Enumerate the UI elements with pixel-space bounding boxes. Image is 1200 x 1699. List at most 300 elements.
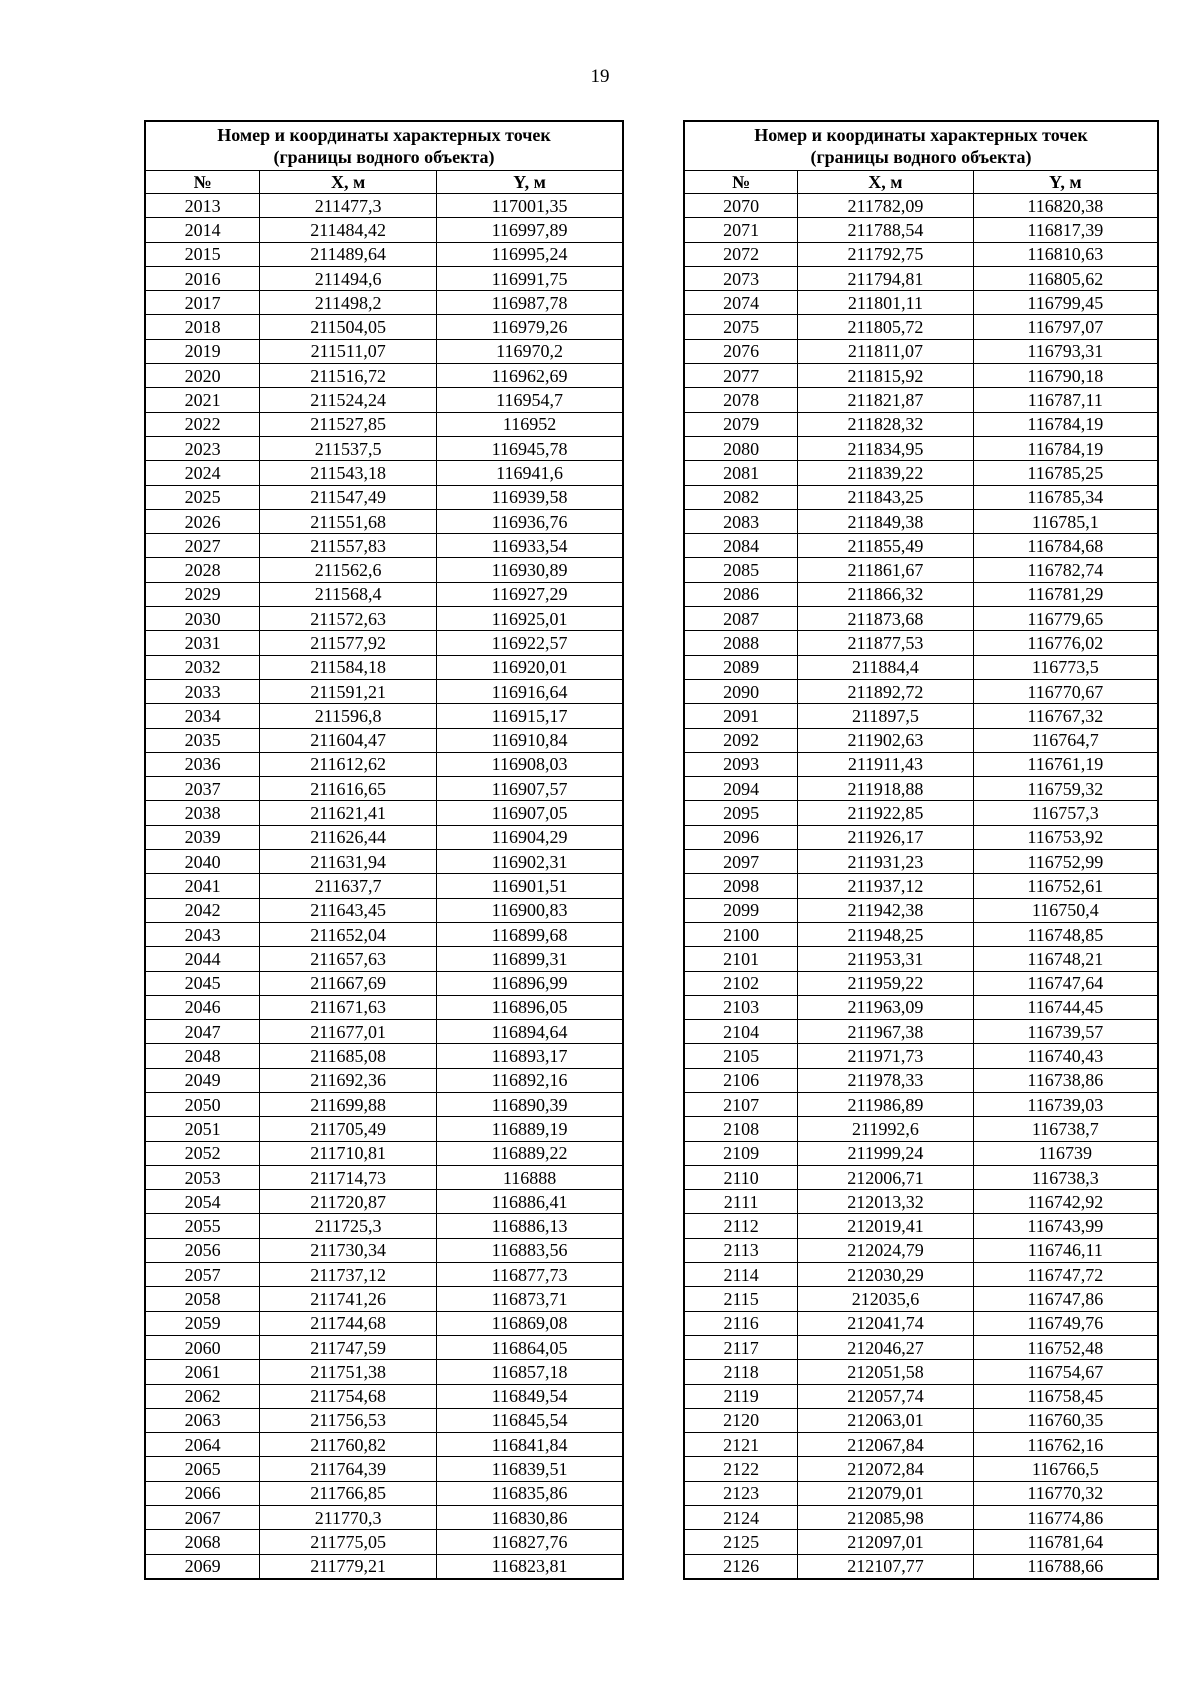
- cell-number: 2113: [684, 1238, 798, 1262]
- table-row: [145, 412, 623, 436]
- cell-x: 211959,22: [798, 971, 973, 995]
- table-row: [684, 1335, 1158, 1359]
- table-row: [145, 1311, 623, 1335]
- cell-x: 211839,22: [798, 461, 973, 485]
- cell-y: 116893,17: [437, 1044, 623, 1068]
- table-row: [145, 1384, 623, 1408]
- cell-number: 2079: [684, 412, 798, 436]
- table-row: [145, 1433, 623, 1457]
- cell-x: 212006,71: [798, 1165, 973, 1189]
- cell-number: 2125: [684, 1530, 798, 1554]
- cell-number: 2111: [684, 1190, 798, 1214]
- cell-x: 212024,79: [798, 1238, 973, 1262]
- cell-x: 211843,25: [798, 485, 973, 509]
- table-row: [684, 874, 1158, 898]
- cell-y: 116757,3: [973, 801, 1158, 825]
- table-row: [145, 777, 623, 801]
- cell-number: 2052: [145, 1141, 260, 1165]
- table-row: [145, 1287, 623, 1311]
- cell-y: 116820,38: [973, 194, 1158, 218]
- cell-x: 211967,38: [798, 1020, 973, 1044]
- cell-number: 2021: [145, 388, 260, 412]
- cell-y: 116869,08: [437, 1311, 623, 1335]
- cell-number: 2058: [145, 1287, 260, 1311]
- cell-number: 2053: [145, 1165, 260, 1189]
- cell-x: 211725,3: [260, 1214, 437, 1238]
- cell-x: 211741,26: [260, 1287, 437, 1311]
- table-subtitle: (границы водного объекта): [273, 147, 495, 167]
- cell-y: 116782,74: [973, 558, 1158, 582]
- cell-number: 2049: [145, 1068, 260, 1092]
- table-row: [145, 1554, 623, 1579]
- cell-y: 116920,01: [437, 655, 623, 679]
- cell-number: 2067: [145, 1506, 260, 1530]
- cell-y: 116888: [437, 1165, 623, 1189]
- cell-y: 116774,86: [973, 1506, 1158, 1530]
- table-row: [684, 1311, 1158, 1335]
- table-row: [145, 971, 623, 995]
- table-row: [684, 1384, 1158, 1408]
- table-row: [684, 631, 1158, 655]
- cell-number: 2013: [145, 194, 260, 218]
- cell-y: 116739,57: [973, 1020, 1158, 1044]
- cell-number: 2070: [684, 194, 798, 218]
- cell-y: 116901,51: [437, 874, 623, 898]
- cell-y: 116941,6: [437, 461, 623, 485]
- cell-y: 116922,57: [437, 631, 623, 655]
- table-row: [684, 801, 1158, 825]
- cell-x: 211918,88: [798, 777, 973, 801]
- table-row: [145, 388, 623, 412]
- cell-number: 2072: [684, 242, 798, 266]
- cell-y: 116817,39: [973, 218, 1158, 242]
- cell-number: 2123: [684, 1481, 798, 1505]
- cell-y: 116761,19: [973, 752, 1158, 776]
- cell-x: 211604,47: [260, 728, 437, 752]
- cell-number: 2043: [145, 922, 260, 946]
- cell-number: 2034: [145, 704, 260, 728]
- cell-number: 2054: [145, 1190, 260, 1214]
- cell-x: 211897,5: [798, 704, 973, 728]
- table-row: [145, 874, 623, 898]
- cell-y: 116945,78: [437, 436, 623, 460]
- table-row: [684, 364, 1158, 388]
- cell-x: 211667,69: [260, 971, 437, 995]
- table-row: [684, 971, 1158, 995]
- cell-number: 2083: [684, 509, 798, 533]
- cell-x: 212063,01: [798, 1408, 973, 1432]
- cell-number: 2114: [684, 1263, 798, 1287]
- cell-y: 116910,84: [437, 728, 623, 752]
- cell-y: 116995,24: [437, 242, 623, 266]
- table-row: [684, 607, 1158, 631]
- cell-y: 116835,86: [437, 1481, 623, 1505]
- cell-y: 116997,89: [437, 218, 623, 242]
- cell-number: 2084: [684, 534, 798, 558]
- cell-y: 116788,66: [973, 1554, 1158, 1579]
- cell-number: 2081: [684, 461, 798, 485]
- cell-x: 212097,01: [798, 1530, 973, 1554]
- cell-number: 2015: [145, 242, 260, 266]
- table-row: [145, 825, 623, 849]
- table-row: [145, 922, 623, 946]
- cell-x: 211737,12: [260, 1263, 437, 1287]
- cell-number: 2040: [145, 850, 260, 874]
- cell-y: 116896,05: [437, 995, 623, 1019]
- cell-x: 211584,18: [260, 655, 437, 679]
- table-row: [684, 461, 1158, 485]
- table-row: [145, 364, 623, 388]
- cell-y: 116936,76: [437, 509, 623, 533]
- cell-x: 212072,84: [798, 1457, 973, 1481]
- table-row: [145, 1506, 623, 1530]
- cell-y: 116784,19: [973, 412, 1158, 436]
- cell-x: 211543,18: [260, 461, 437, 485]
- cell-y: 116747,64: [973, 971, 1158, 995]
- cell-number: 2102: [684, 971, 798, 995]
- cell-x: 211764,39: [260, 1457, 437, 1481]
- table-row: [145, 1481, 623, 1505]
- table-row: [145, 1190, 623, 1214]
- cell-x: 211931,23: [798, 850, 973, 874]
- cell-number: 2074: [684, 291, 798, 315]
- cell-x: 211911,43: [798, 752, 973, 776]
- cell-number: 2082: [684, 485, 798, 509]
- table-title: Номер и координаты характерных точек: [217, 125, 551, 145]
- cell-number: 2066: [145, 1481, 260, 1505]
- table-body: [145, 194, 623, 1579]
- cell-number: 2110: [684, 1165, 798, 1189]
- cell-y: 116841,84: [437, 1433, 623, 1457]
- cell-number: 2016: [145, 266, 260, 290]
- table-row: [684, 194, 1158, 218]
- cell-y: 116781,29: [973, 582, 1158, 606]
- cell-y: 116873,71: [437, 1287, 623, 1311]
- cell-y: 116784,19: [973, 436, 1158, 460]
- cell-x: 211577,92: [260, 631, 437, 655]
- cell-y: 116904,29: [437, 825, 623, 849]
- cell-y: 116952: [437, 412, 623, 436]
- cell-y: 116764,7: [973, 728, 1158, 752]
- coordinates-table-right: [683, 120, 1159, 1580]
- cell-x: 211557,83: [260, 534, 437, 558]
- table-row: [145, 339, 623, 363]
- cell-number: 2063: [145, 1408, 260, 1432]
- table-row: [684, 1433, 1158, 1457]
- table-row: [145, 1214, 623, 1238]
- cell-y: 116738,7: [973, 1117, 1158, 1141]
- cell-y: 116886,13: [437, 1214, 623, 1238]
- cell-x: 211788,54: [798, 218, 973, 242]
- table-row: [684, 947, 1158, 971]
- table-row: [145, 947, 623, 971]
- cell-number: 2107: [684, 1092, 798, 1116]
- cell-number: 2075: [684, 315, 798, 339]
- table-row: [145, 485, 623, 509]
- cell-x: 211760,82: [260, 1433, 437, 1457]
- cell-y: 116738,3: [973, 1165, 1158, 1189]
- table-row: [145, 1092, 623, 1116]
- table-row: [684, 266, 1158, 290]
- table-subtitle: (границы водного объекта): [810, 147, 1032, 167]
- cell-x: 212107,77: [798, 1554, 973, 1579]
- table-row: [145, 1335, 623, 1359]
- cell-y: 116753,92: [973, 825, 1158, 849]
- cell-x: 211527,85: [260, 412, 437, 436]
- cell-x: 211754,68: [260, 1384, 437, 1408]
- cell-y: 116793,31: [973, 339, 1158, 363]
- table-row: [145, 704, 623, 728]
- cell-x: 212079,01: [798, 1481, 973, 1505]
- column-header-y: Y, м: [437, 171, 623, 194]
- table-row: [145, 218, 623, 242]
- table-row: [145, 655, 623, 679]
- cell-x: 212046,27: [798, 1335, 973, 1359]
- cell-number: 2106: [684, 1068, 798, 1092]
- cell-x: 211596,8: [260, 704, 437, 728]
- table-row: [684, 1481, 1158, 1505]
- table-row: [145, 679, 623, 703]
- cell-x: 211828,32: [798, 412, 973, 436]
- cell-number: 2025: [145, 485, 260, 509]
- cell-x: 211892,72: [798, 679, 973, 703]
- cell-x: 211652,04: [260, 922, 437, 946]
- table-row: [145, 1165, 623, 1189]
- table-row: [684, 339, 1158, 363]
- table-row: [145, 1457, 623, 1481]
- cell-y: 116748,85: [973, 922, 1158, 946]
- cell-y: 116900,83: [437, 898, 623, 922]
- cell-y: 116987,78: [437, 291, 623, 315]
- cell-y: 116758,45: [973, 1384, 1158, 1408]
- cell-y: 116781,64: [973, 1530, 1158, 1554]
- cell-y: 116752,48: [973, 1335, 1158, 1359]
- cell-y: 116766,5: [973, 1457, 1158, 1481]
- cell-number: 2076: [684, 339, 798, 363]
- cell-number: 2023: [145, 436, 260, 460]
- cell-x: 211671,63: [260, 995, 437, 1019]
- cell-y: 116991,75: [437, 266, 623, 290]
- cell-y: 116739,03: [973, 1092, 1158, 1116]
- cell-number: 2068: [145, 1530, 260, 1554]
- table-row: [145, 436, 623, 460]
- cell-x: 211986,89: [798, 1092, 973, 1116]
- table-row: [684, 1044, 1158, 1068]
- cell-y: 116883,56: [437, 1238, 623, 1262]
- table-row: [145, 1408, 623, 1432]
- cell-x: 211902,63: [798, 728, 973, 752]
- cell-x: 211775,05: [260, 1530, 437, 1554]
- cell-number: 2103: [684, 995, 798, 1019]
- table-row: [684, 752, 1158, 776]
- cell-y: 116896,99: [437, 971, 623, 995]
- cell-number: 2092: [684, 728, 798, 752]
- cell-x: 211547,49: [260, 485, 437, 509]
- cell-y: 116738,86: [973, 1068, 1158, 1092]
- cell-number: 2059: [145, 1311, 260, 1335]
- cell-number: 2112: [684, 1214, 798, 1238]
- cell-x: 211489,64: [260, 242, 437, 266]
- cell-number: 2044: [145, 947, 260, 971]
- cell-number: 2031: [145, 631, 260, 655]
- table-row: [684, 1068, 1158, 1092]
- cell-x: 211720,87: [260, 1190, 437, 1214]
- cell-x: 211756,53: [260, 1408, 437, 1432]
- table-row: [684, 704, 1158, 728]
- table-row: [684, 777, 1158, 801]
- cell-x: 211516,72: [260, 364, 437, 388]
- cell-number: 2024: [145, 461, 260, 485]
- cell-number: 2014: [145, 218, 260, 242]
- cell-x: 211616,65: [260, 777, 437, 801]
- cell-number: 2064: [145, 1433, 260, 1457]
- cell-x: 211999,24: [798, 1141, 973, 1165]
- cell-number: 2101: [684, 947, 798, 971]
- cell-x: 211834,95: [798, 436, 973, 460]
- cell-x: 211504,05: [260, 315, 437, 339]
- table-row: [684, 1141, 1158, 1165]
- cell-y: 116784,68: [973, 534, 1158, 558]
- cell-y: 116857,18: [437, 1360, 623, 1384]
- cell-number: 2056: [145, 1238, 260, 1262]
- table-row: [145, 607, 623, 631]
- table-row: [684, 850, 1158, 874]
- cell-x: 212067,84: [798, 1433, 973, 1457]
- cell-x: 211861,67: [798, 558, 973, 582]
- table-row: [145, 1141, 623, 1165]
- table-row: [145, 995, 623, 1019]
- cell-y: 116830,86: [437, 1506, 623, 1530]
- cell-x: 211643,45: [260, 898, 437, 922]
- cell-y: 116925,01: [437, 607, 623, 631]
- cell-x: 211494,6: [260, 266, 437, 290]
- cell-number: 2091: [684, 704, 798, 728]
- cell-x: 211477,3: [260, 194, 437, 218]
- column-header-y: Y, м: [973, 171, 1158, 194]
- cell-number: 2041: [145, 874, 260, 898]
- cell-number: 2087: [684, 607, 798, 631]
- cell-number: 2046: [145, 995, 260, 1019]
- cell-x: 211866,32: [798, 582, 973, 606]
- cell-x: 211978,33: [798, 1068, 973, 1092]
- table-row: [145, 582, 623, 606]
- cell-x: 211821,87: [798, 388, 973, 412]
- cell-x: 211811,07: [798, 339, 973, 363]
- cell-y: 116770,32: [973, 1481, 1158, 1505]
- cell-y: 116970,2: [437, 339, 623, 363]
- cell-y: 116845,54: [437, 1408, 623, 1432]
- cell-number: 2039: [145, 825, 260, 849]
- cell-number: 2073: [684, 266, 798, 290]
- table-row: [684, 1457, 1158, 1481]
- cell-y: 116799,45: [973, 291, 1158, 315]
- cell-x: 211794,81: [798, 266, 973, 290]
- column-header-number: №: [145, 171, 260, 194]
- cell-y: 116892,16: [437, 1068, 623, 1092]
- table-row: [684, 1506, 1158, 1530]
- table-row: [684, 485, 1158, 509]
- cell-number: 2042: [145, 898, 260, 922]
- cell-number: 2109: [684, 1141, 798, 1165]
- table-row: [684, 1238, 1158, 1262]
- cell-y: 116810,63: [973, 242, 1158, 266]
- cell-x: 211677,01: [260, 1020, 437, 1044]
- cell-number: 2078: [684, 388, 798, 412]
- cell-y: 116889,22: [437, 1141, 623, 1165]
- cell-y: 116877,73: [437, 1263, 623, 1287]
- cell-number: 2022: [145, 412, 260, 436]
- cell-number: 2100: [684, 922, 798, 946]
- table-row: [684, 509, 1158, 533]
- table-row: [684, 922, 1158, 946]
- table-body: [684, 194, 1158, 1579]
- cell-y: 116747,86: [973, 1287, 1158, 1311]
- cell-y: 116839,51: [437, 1457, 623, 1481]
- cell-x: 211612,62: [260, 752, 437, 776]
- cell-number: 2105: [684, 1044, 798, 1068]
- cell-number: 2038: [145, 801, 260, 825]
- cell-number: 2028: [145, 558, 260, 582]
- cell-number: 2036: [145, 752, 260, 776]
- cell-number: 2020: [145, 364, 260, 388]
- table-row: [145, 509, 623, 533]
- table-row: [684, 825, 1158, 849]
- table-title: Номер и координаты характерных точек: [754, 125, 1088, 145]
- cell-y: 116899,31: [437, 947, 623, 971]
- cell-y: 116770,67: [973, 679, 1158, 703]
- table-row: [145, 631, 623, 655]
- table-row: [684, 436, 1158, 460]
- cell-x: 211922,85: [798, 801, 973, 825]
- cell-x: 211751,38: [260, 1360, 437, 1384]
- table-row: [684, 1190, 1158, 1214]
- cell-number: 2120: [684, 1408, 798, 1432]
- cell-x: 211849,38: [798, 509, 973, 533]
- cell-number: 2029: [145, 582, 260, 606]
- table-row: [145, 1263, 623, 1287]
- cell-number: 2055: [145, 1214, 260, 1238]
- cell-x: 212013,32: [798, 1190, 973, 1214]
- cell-number: 2090: [684, 679, 798, 703]
- cell-x: 211926,17: [798, 825, 973, 849]
- cell-y: 116752,61: [973, 874, 1158, 898]
- table-row: [684, 1214, 1158, 1238]
- table-row: [145, 194, 623, 218]
- table-row: [684, 1554, 1158, 1579]
- cell-x: 211801,11: [798, 291, 973, 315]
- cell-number: 2077: [684, 364, 798, 388]
- table-row: [684, 315, 1158, 339]
- cell-x: 211805,72: [798, 315, 973, 339]
- table-row: [684, 1360, 1158, 1384]
- cell-x: 211937,12: [798, 874, 973, 898]
- cell-x: 211782,09: [798, 194, 973, 218]
- column-header-x: X, м: [798, 171, 973, 194]
- cell-number: 2080: [684, 436, 798, 460]
- cell-number: 2108: [684, 1117, 798, 1141]
- cell-number: 2115: [684, 1287, 798, 1311]
- cell-y: 116785,25: [973, 461, 1158, 485]
- cell-x: 211551,68: [260, 509, 437, 533]
- cell-x: 211562,6: [260, 558, 437, 582]
- table-row: [684, 679, 1158, 703]
- table-row: [684, 655, 1158, 679]
- cell-x: 211710,81: [260, 1141, 437, 1165]
- cell-y: 116760,35: [973, 1408, 1158, 1432]
- cell-number: 2116: [684, 1311, 798, 1335]
- cell-x: 211572,63: [260, 607, 437, 631]
- cell-number: 2122: [684, 1457, 798, 1481]
